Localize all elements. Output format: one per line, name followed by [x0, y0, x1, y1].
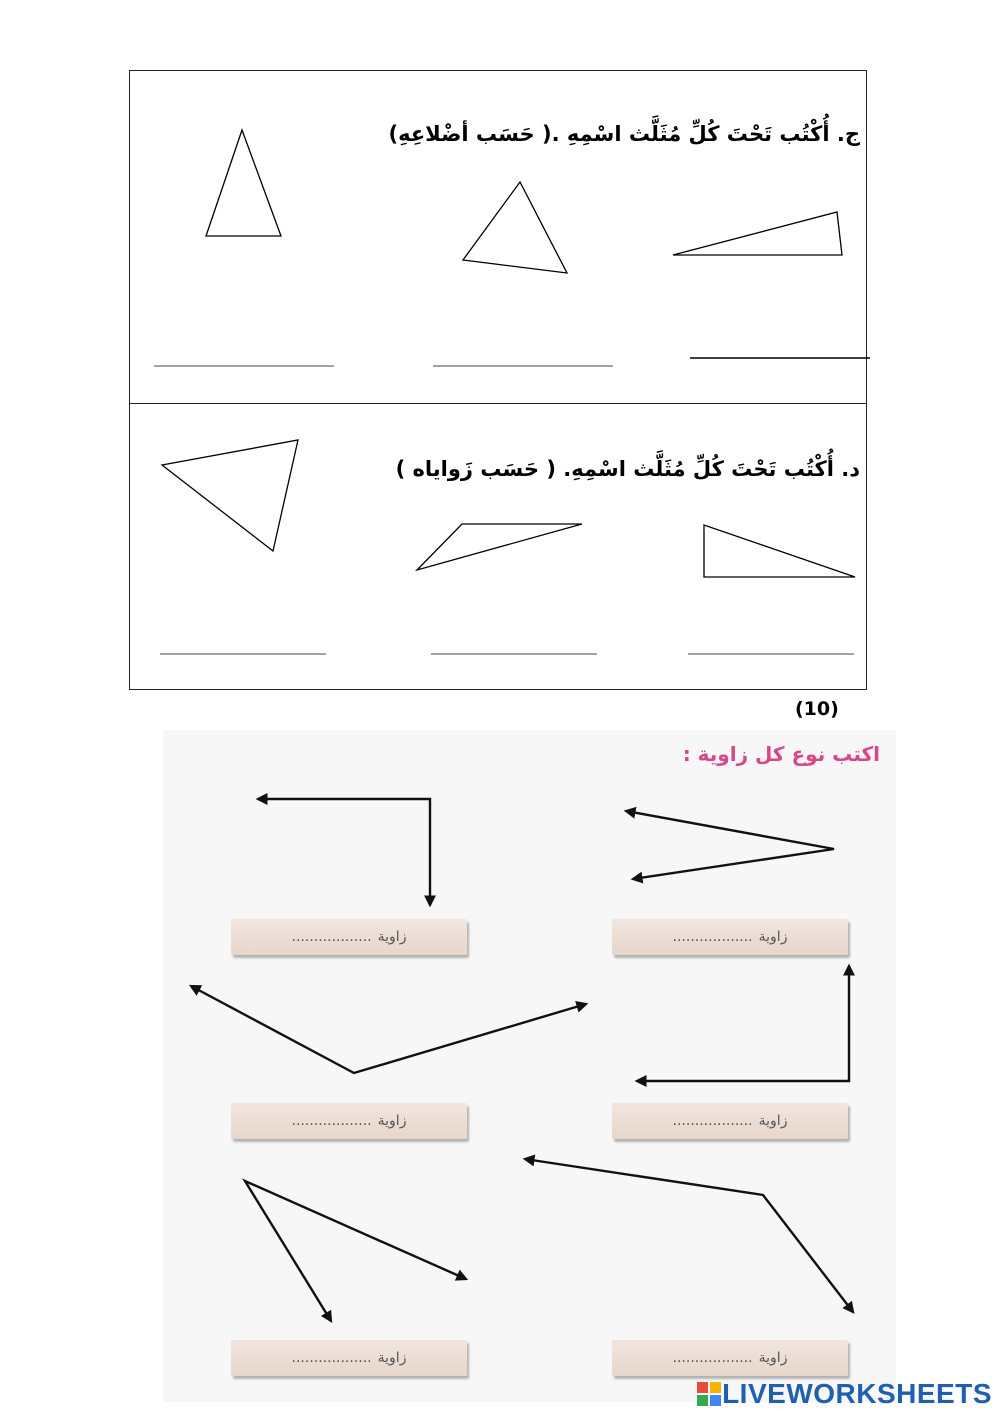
logo-blocks-icon [696, 1381, 722, 1407]
angle-answer-box-3[interactable] [612, 1103, 848, 1139]
angles-title: اكتب نوع كل زاوية : [682, 742, 880, 766]
section-c-instruction: ج. أُكْتُب تَحْتَ كُلِّ مُثَلَّث اسْمِهِ .( حَسَب أضْلاعِهِ) [388, 122, 860, 146]
angle-obtuse-2 [525, 1159, 853, 1312]
angle-acute-1 [626, 811, 834, 879]
angle-answer-box-5[interactable] [231, 1340, 467, 1376]
angle-right-1 [258, 799, 430, 905]
section-d-instruction: د. أُكْتُب تَحْتَ كُلِّ مُثَلَّث اسْمِهِ. ( حَسَب زَواياه ) [395, 457, 860, 481]
angle-acute-2 [245, 1181, 466, 1321]
angle-box-dots: .................. [672, 929, 753, 945]
angle-answer-box-6[interactable] [612, 1340, 848, 1376]
angle-box-dots: .................. [672, 1113, 753, 1129]
angle-box-dots: .................. [291, 929, 372, 945]
angle-box-word: زاوية [377, 1350, 407, 1366]
angle-box-word: زاوية [758, 1113, 788, 1129]
score-label: (10) [795, 698, 839, 720]
angle-box-word: زاوية [758, 1350, 788, 1366]
angle-answer-box-2[interactable] [231, 919, 467, 955]
angle-box-dots: .................. [672, 1350, 753, 1366]
angle-answer-box-4[interactable] [231, 1103, 467, 1139]
angle-box-word: زاوية [377, 929, 407, 945]
liveworksheets-logo [696, 1377, 992, 1411]
brand-name: LIVEWORKSHEETS [722, 1378, 992, 1409]
angle-box-dots: .................. [291, 1350, 372, 1366]
angle-obtuse-1 [191, 986, 586, 1073]
angle-right-2 [637, 966, 849, 1081]
angle-answer-box-1[interactable] [612, 919, 848, 955]
angle-box-word: زاوية [758, 929, 788, 945]
angle-box-word: زاوية [377, 1113, 407, 1129]
angle-box-dots: .................. [291, 1113, 372, 1129]
